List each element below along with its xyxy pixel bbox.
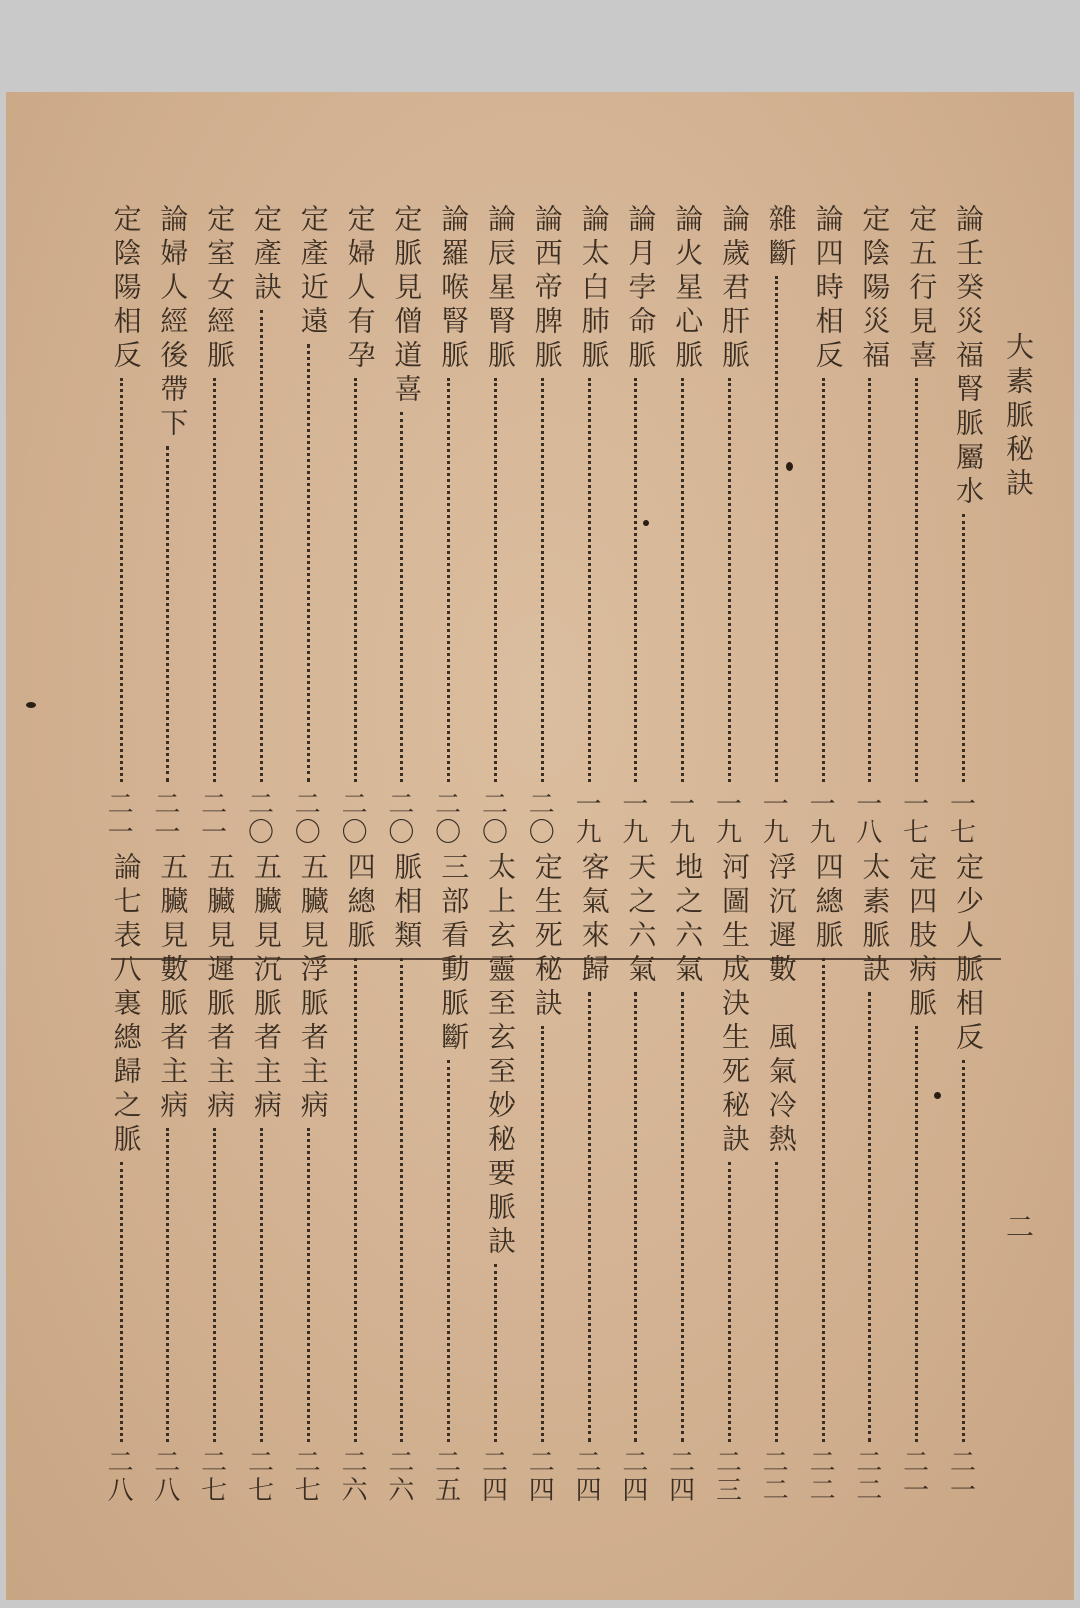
toc-page-number: 〇: [294, 818, 321, 848]
dot-leader: [588, 378, 591, 782]
dot-leader: [822, 958, 825, 1442]
toc-entry-title: 論婦人經後帶下: [156, 204, 190, 442]
toc-page-number: 六: [388, 1476, 415, 1506]
dot-leader: [166, 1128, 169, 1442]
toc-entry-title: 論羅喉腎脈: [437, 204, 471, 374]
dot-leader: [260, 310, 263, 782]
toc-page-number: 二: [762, 1476, 789, 1506]
toc-page-number: 二: [809, 1476, 836, 1506]
toc-entry-title: 定陰陽災福: [858, 204, 892, 374]
toc-page-number: 九: [715, 818, 742, 848]
toc-page-number: 一: [575, 790, 602, 820]
dot-leader: [354, 378, 357, 782]
toc-entry-title: 五臟見浮脈者主病: [296, 852, 330, 1124]
toc-page-number: 二: [481, 790, 508, 820]
toc-entry-title: 定產訣: [250, 204, 283, 306]
toc-entry-title: 浮沉遲數 風氣冷熱: [764, 852, 798, 1158]
dot-leader: [775, 1162, 778, 1442]
dot-leader: [213, 378, 216, 782]
book-page: [6, 92, 1074, 1600]
toc-page-number: 六: [341, 1476, 368, 1506]
dot-leader: [868, 378, 871, 782]
toc-entry-title: 論西帝脾脈: [530, 204, 564, 374]
toc-page-number: 一: [903, 1476, 930, 1506]
running-title: 大素脈秘訣: [1002, 332, 1035, 502]
toc-page-number: 二: [341, 790, 368, 820]
toc-page-number: 一: [154, 818, 181, 848]
page-number: 二: [1002, 1212, 1035, 1240]
toc-page-number: 二: [294, 1448, 321, 1478]
toc-entry-title: 定少人脈相反: [952, 852, 985, 1056]
paper-speck: [26, 702, 36, 708]
dot-leader: [915, 1026, 918, 1442]
toc-entry-title: 論歲君肝脈: [718, 204, 751, 374]
toc-entry-title: 論月孛命脈: [624, 204, 658, 374]
toc-entry-title: 五臟見遲脈者主病: [203, 852, 237, 1124]
toc-entry-title: 定陰陽相反: [109, 204, 143, 374]
toc-page-number: 一: [107, 818, 134, 848]
toc-page-number: 五: [435, 1476, 462, 1506]
toc-entry-title: 地之六氣: [671, 852, 705, 988]
toc-entry-title: 三部看動脈斷: [437, 852, 471, 1056]
dot-leader: [634, 992, 637, 1442]
toc-entry-title: 論太白肺脈: [577, 204, 611, 374]
toc-page-number: 〇: [528, 818, 555, 848]
toc-entry-title: 河圖生成決生死秘訣: [718, 852, 751, 1158]
toc-page-number: 二: [481, 1448, 508, 1478]
toc-entry-title: 論火星心脈: [671, 204, 705, 374]
toc-page-number: 二: [388, 790, 415, 820]
toc-entry-title: 客氣來歸: [577, 852, 611, 988]
dot-leader: [681, 378, 684, 782]
toc-page-number: 〇: [247, 818, 274, 848]
toc-page-number: 二: [856, 1476, 883, 1506]
toc-page-number: 八: [107, 1476, 134, 1506]
toc-page-number: 二: [201, 1448, 228, 1478]
dot-leader: [915, 378, 918, 782]
toc-page-number: 一: [903, 790, 930, 820]
toc-page-number: 八: [154, 1476, 181, 1506]
dot-leader: [868, 992, 871, 1442]
toc-page-number: 一: [669, 790, 696, 820]
dot-leader: [822, 378, 825, 782]
toc-page-number: 二: [247, 1448, 274, 1478]
dot-leader: [962, 1060, 965, 1442]
toc-page-number: 二: [903, 1448, 930, 1478]
paper-speck: [643, 520, 649, 526]
toc-page-number: 九: [762, 818, 789, 848]
toc-page-number: 二: [154, 790, 181, 820]
dot-leader: [213, 1128, 216, 1442]
toc-entry-title: 脈相類: [390, 852, 424, 954]
dot-leader: [447, 1060, 450, 1442]
toc-page-number: 一: [949, 790, 976, 820]
toc-entry-title: 定四肢病脈: [905, 852, 939, 1022]
toc-page-number: 一: [949, 1476, 976, 1506]
toc-page-number: 二: [435, 790, 462, 820]
toc-entry-title: 太上玄靈至玄至妙秘要脈訣: [484, 852, 517, 1260]
toc-page-number: 二: [388, 1448, 415, 1478]
dot-leader: [447, 378, 450, 782]
dot-leader: [354, 958, 357, 1442]
toc-page-number: 七: [903, 818, 930, 848]
toc-entry-title: 五臟見沉脈者主病: [250, 852, 283, 1124]
toc-page-number: 二: [949, 1448, 976, 1478]
toc-page-number: 二: [809, 1448, 836, 1478]
toc-page-number: 二: [669, 1448, 696, 1478]
toc-entry-title: 四總脈: [343, 852, 377, 954]
toc-page-number: 二: [435, 1448, 462, 1478]
toc-page-number: 四: [575, 1476, 602, 1506]
toc-entry-title: 定生死秘訣: [530, 852, 564, 1022]
toc-page-number: 七: [247, 1476, 274, 1506]
toc-page-number: 八: [856, 818, 883, 848]
toc-page-number: 七: [294, 1476, 321, 1506]
toc-entry-title: 定五行見喜: [905, 204, 939, 374]
toc-page-number: 三: [715, 1476, 742, 1506]
toc-page-number: 二: [107, 790, 134, 820]
toc-entry-title: 論辰星腎脈: [484, 204, 517, 374]
dot-leader: [260, 1128, 263, 1442]
toc-entry-title: 定脈見僧道喜: [390, 204, 424, 408]
toc-entry-title: 四總脈: [811, 852, 845, 954]
toc-page-number: 九: [622, 818, 649, 848]
toc-page-number: 一: [809, 790, 836, 820]
toc-page-number: 二: [762, 1448, 789, 1478]
dot-leader: [541, 378, 544, 782]
toc-entry-title: 天之六氣: [624, 852, 658, 988]
toc-page-number: 一: [856, 790, 883, 820]
dot-leader: [400, 958, 403, 1442]
toc-page-number: 〇: [388, 818, 415, 848]
toc-page-number: 二: [341, 1448, 368, 1478]
dot-leader: [541, 1026, 544, 1442]
toc-entry-title: 論七表八裏總歸之脈: [109, 852, 143, 1158]
toc-page-number: 四: [481, 1476, 508, 1506]
toc-page-number: 〇: [435, 818, 462, 848]
toc-entry-title: 定室女經脈: [203, 204, 237, 374]
toc-page-number: 二: [528, 1448, 555, 1478]
dot-leader: [588, 992, 591, 1442]
toc-page-number: 一: [201, 818, 228, 848]
toc-page-number: 九: [809, 818, 836, 848]
toc-page-number: 九: [669, 818, 696, 848]
toc-entry-title: 論壬癸災福腎脈屬水: [952, 204, 985, 510]
toc-page-number: 七: [949, 818, 976, 848]
dot-leader: [307, 344, 310, 782]
toc-page-number: 二: [715, 1448, 742, 1478]
toc-page-number: 七: [201, 1476, 228, 1506]
toc-page-number: 二: [575, 1448, 602, 1478]
toc-page-number: 二: [294, 790, 321, 820]
dot-leader: [120, 378, 123, 782]
dot-leader: [494, 378, 497, 782]
dot-leader: [307, 1128, 310, 1442]
dot-leader: [728, 1162, 731, 1442]
toc-page-number: 一: [762, 790, 789, 820]
paper-speck: [786, 462, 793, 471]
dot-leader: [775, 276, 778, 782]
toc-page-number: 九: [575, 818, 602, 848]
paper-speck: [934, 1092, 941, 1099]
toc-page-number: 四: [669, 1476, 696, 1506]
toc-page-number: 四: [528, 1476, 555, 1506]
toc-page-number: 二: [528, 790, 555, 820]
dot-leader: [494, 1264, 497, 1442]
toc-page-number: 一: [715, 790, 742, 820]
toc-entry-title: 太素脈訣: [858, 852, 892, 988]
toc-entry-title: 雜斷: [764, 204, 798, 272]
toc-page-number: 二: [856, 1448, 883, 1478]
dot-leader: [962, 514, 965, 782]
toc-page-number: 二: [247, 790, 274, 820]
toc-entry-title: 定婦人有孕: [343, 204, 377, 374]
dot-leader: [634, 378, 637, 782]
toc-page-number: 四: [622, 1476, 649, 1506]
dot-leader: [120, 1162, 123, 1442]
toc-page-number: 〇: [481, 818, 508, 848]
toc-page-number: 〇: [341, 818, 368, 848]
toc-page-number: 二: [622, 1448, 649, 1478]
toc-page-number: 二: [201, 790, 228, 820]
dot-leader: [400, 412, 403, 782]
toc-page-number: 二: [107, 1448, 134, 1478]
toc-page-number: 一: [622, 790, 649, 820]
dot-leader: [728, 378, 731, 782]
dot-leader: [166, 446, 169, 782]
toc-entry-title: 五臟見數脈者主病: [156, 852, 190, 1124]
toc-entry-title: 定產近遠: [296, 204, 330, 340]
toc-entry-title: 論四時相反: [811, 204, 845, 374]
toc-page-number: 二: [154, 1448, 181, 1478]
dot-leader: [681, 992, 684, 1442]
